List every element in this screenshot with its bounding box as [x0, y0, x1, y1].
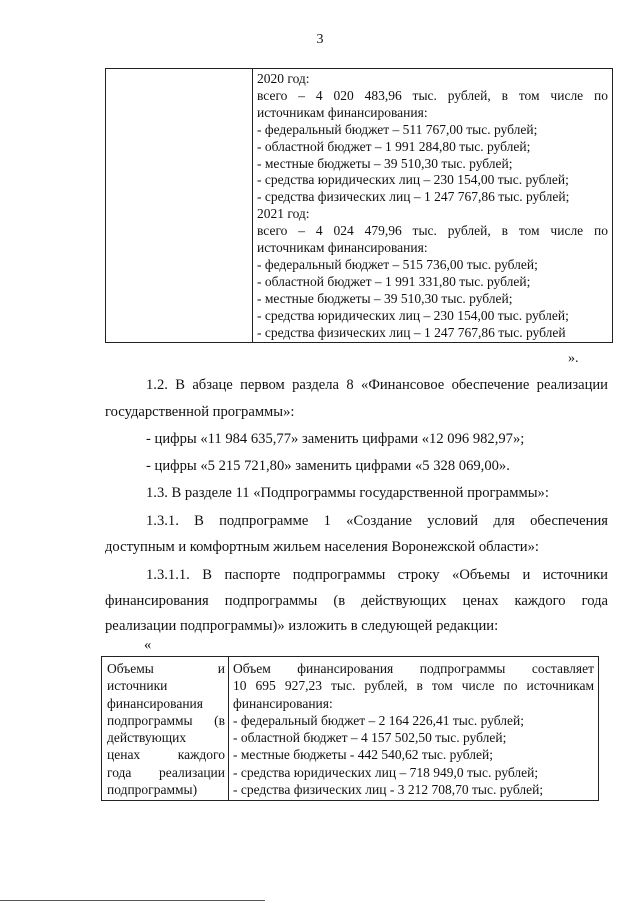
value-line: - местные бюджеты - 442 540,62 тыс. рублей;: [233, 747, 494, 763]
subprogram-funding-table: [101, 656, 599, 801]
funding-line: всего – 4 024 479,96 тыс. рублей, в том числе по: [257, 223, 608, 239]
paragraph-replace-1: - цифры «11 984 635,77» заменить цифрами «12 096 982,97»;: [146, 431, 525, 447]
label-line: года реализации: [107, 764, 225, 780]
paragraph-1-3-1-line2: доступным и комфортным жильем населения Воронежской области»:: [105, 539, 539, 555]
funding-line: - областной бюджет – 1 991 284,80 тыс. рублей;: [257, 138, 531, 154]
paragraph-1-3-1-1-line2: финансирования подпрограммы (в действующих ценах каждого года: [105, 593, 608, 609]
funding-line: - средства физических лиц – 1 247 767,86 тыс. рублей: [257, 324, 566, 340]
paragraph-1-2-line2: государственной программы»:: [105, 404, 295, 420]
value-line: финансирования:: [233, 695, 333, 711]
footer-line: [0, 900, 265, 901]
label-line: подпрограммы (в: [107, 712, 225, 728]
value-line: Объем финансирования подпрограммы составляет: [233, 661, 594, 676]
paragraph-replace-2: - цифры «5 215 721,80» заменить цифрами «5 328 069,00».: [146, 458, 510, 474]
funding-line: - местные бюджеты – 39 510,30 тыс. рублей;: [257, 155, 513, 171]
value-line: - средства физических лиц - 3 212 708,70 тыс. рублей;: [233, 782, 544, 798]
funding-line: - областной бюджет – 1 991 331,80 тыс. рублей;: [257, 273, 531, 289]
label-line: подпрограммы): [107, 782, 198, 798]
label-lines: [107, 660, 225, 798]
subprogram-funding-label-cell: [102, 657, 229, 801]
subprogram-funding-value-cell: [229, 657, 599, 801]
label-line: действующих: [107, 730, 187, 746]
funding-line: - федеральный бюджет – 515 736,00 тыс. рублей;: [257, 256, 538, 272]
paragraph-1-3-1-1-line3: реализации подпрограммы)» изложить в следующей редакции:: [105, 618, 499, 634]
funding-line: - федеральный бюджет – 511 767,00 тыс. рублей;: [257, 121, 538, 137]
funding-line: - средства юридических лиц – 230 154,00 тыс. рублей;: [257, 307, 569, 323]
funding-table-right-cell: [253, 69, 613, 343]
paragraph-1-2-line1: 1.2. В абзаце первом раздела 8 «Финансовое обеспечение реализации: [146, 377, 608, 393]
page-number: 3: [316, 32, 324, 47]
funding-line: - средства юридических лиц – 230 154,00 тыс. рублей;: [257, 172, 569, 188]
closing-quote: ».: [568, 351, 579, 366]
label-line: источники: [107, 678, 168, 694]
funding-line: 2021 год:: [257, 206, 310, 222]
funding-line: - средства физических лиц – 1 247 767,86 тыс. рублей;: [257, 189, 570, 205]
value-line: - средства юридических лиц – 718 949,0 тыс. рублей;: [233, 764, 539, 780]
value-lines: [233, 660, 594, 798]
label-line: ценах каждого: [107, 747, 225, 763]
funding-lines: [257, 71, 608, 342]
funding-line: источникам финансирования:: [257, 240, 428, 256]
label-line: финансирования: [107, 695, 203, 711]
funding-table-left-cell: [106, 69, 253, 343]
paragraph-1-3: 1.3. В разделе 11 «Подпрограммы государственной программы»:: [146, 485, 549, 501]
opening-quote: «: [144, 637, 152, 653]
funding-line: - местные бюджеты – 39 510,30 тыс. рублей;: [257, 290, 513, 306]
paragraph-1-3-1-line1: 1.3.1. В подпрограмме 1 «Создание условий для обеспечения: [146, 513, 608, 529]
value-line: 10 695 927,23 тыс. рублей, в том числе по источникам: [233, 678, 594, 694]
value-line: - областной бюджет – 4 157 502,50 тыс. рублей;: [233, 730, 507, 746]
funding-line: всего – 4 020 483,96 тыс. рублей, в том числе по: [257, 87, 608, 103]
paragraph-1-3-1-1-line1: 1.3.1.1. В паспорте подпрограммы строку «Объемы и источники: [146, 567, 608, 583]
value-line: - федеральный бюджет – 2 164 226,41 тыс. рублей;: [233, 712, 524, 728]
funding-line: 2020 год:: [257, 71, 310, 86]
funding-line: источникам финансирования:: [257, 104, 428, 120]
label-line: Объемы и: [107, 661, 225, 676]
funding-table-continued: [105, 68, 613, 343]
